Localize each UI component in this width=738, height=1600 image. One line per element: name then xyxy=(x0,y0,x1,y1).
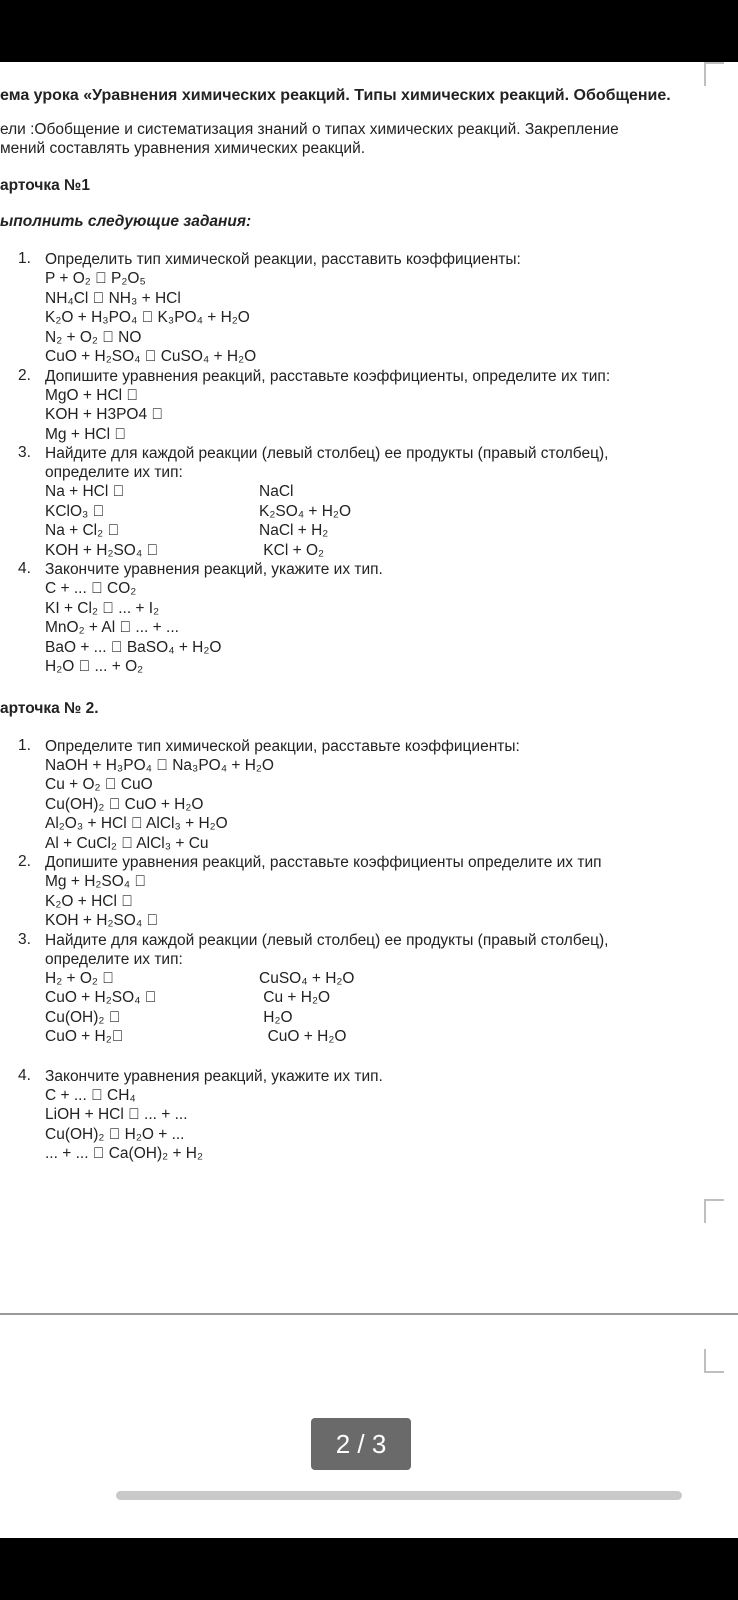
reactant-line: CuO + H₂⃞ xyxy=(45,1028,124,1045)
equation-line: Cu + O₂ ⃞ CuO xyxy=(45,776,153,793)
status-bar xyxy=(0,0,738,62)
lesson-goals xyxy=(0,120,730,158)
equation-line: K₂O + H₃PO₄ ⃞ K₃PO₄ + H₂O xyxy=(45,309,250,326)
equation-line: KOH + H₂SO₄ ⃞ xyxy=(45,912,159,929)
document-content xyxy=(0,86,730,1164)
task-number: 1. xyxy=(18,250,31,267)
reactant-line: KClO₃ ⃞ xyxy=(45,502,105,520)
product-line: KCl + O₂ xyxy=(259,541,325,559)
task-number: 2. xyxy=(18,853,31,870)
reactant-line: KOH + H₂SO₄ ⃞ xyxy=(45,541,159,559)
reactants-column xyxy=(45,482,259,560)
task-item xyxy=(0,250,730,367)
equation-line: N₂ + O₂ ⃞ NO xyxy=(45,328,142,346)
reactant-line: H₂ + O₂ ⃞ xyxy=(45,969,114,987)
page-corner-mark xyxy=(704,62,724,86)
product-line: NaCl xyxy=(259,483,294,500)
goal-line: мений составлять уравнения химических реакций. xyxy=(0,140,366,157)
reactant-line: Na + Cl₂ ⃞ xyxy=(45,522,120,539)
equation-line: CuO + H₂SO₄ ⃞ CuSO₄ + H₂O xyxy=(45,348,257,365)
equation-line: P + O₂ ⃞ P₂O₅ xyxy=(45,270,146,287)
product-line: CuSO₄ + H₂O xyxy=(259,969,355,987)
equation-line: BaO + ... ⃞ BaSO₄ + H₂O xyxy=(45,638,222,656)
task-item xyxy=(0,853,730,931)
product-line: K₂SO₄ + H₂O xyxy=(259,502,352,520)
task-item xyxy=(0,560,730,677)
matching-columns xyxy=(45,482,730,560)
page-corner-mark xyxy=(704,1349,724,1373)
equation-line: ... + ... ⃞ Ca(OH)₂ + H₂ xyxy=(45,1145,204,1162)
equation-line: NaOH + H₃PO₄ ⃞ Na₃PO₄ + H₂O xyxy=(45,756,274,774)
task-number: 1. xyxy=(18,736,31,754)
page-corner-mark xyxy=(704,1199,724,1223)
goal-line: ели :Обобщение и систематизация знаний о типах химических реакций. Закрепление xyxy=(0,121,619,138)
task-number: 2. xyxy=(18,366,31,384)
product-line: NaCl + H₂ xyxy=(259,522,329,539)
instruction: ыполнить следующие задания: xyxy=(0,213,252,230)
task-item xyxy=(0,931,730,1047)
reactant-line: Cu(OH)₂ ⃞ xyxy=(45,1008,121,1026)
reactants-column xyxy=(45,969,259,1047)
task-number: 4. xyxy=(18,1066,31,1084)
navigation-bar xyxy=(0,1538,738,1600)
task-text: Определить тип химической реакции, расставить коэффициенты: xyxy=(45,251,521,268)
equation-line: KI + Cl₂ ⃞ ... + I₂ xyxy=(45,599,160,617)
card1-task-list xyxy=(0,250,730,677)
equation-line: Al + CuCl₂ ⃞ AlCl₃ + Cu xyxy=(45,834,209,852)
task-number: 4. xyxy=(18,560,31,577)
equation-line: MnO₂ + Al ⃞ ... + ... xyxy=(45,619,179,636)
task-item xyxy=(0,444,730,560)
lesson-title: ема урока «Уравнения химических реакций. Типы химических реакций. Обобщение. xyxy=(0,87,671,104)
task-text: Допишите уравнения реакций, расставьте коэффициенты, определите их тип: xyxy=(45,367,611,385)
task-text: Допишите уравнения реакций, расставьте коэффициенты определите их тип xyxy=(45,854,602,871)
page-indicator: 2 / 3 xyxy=(311,1418,411,1470)
task-item xyxy=(0,737,730,854)
equation-line: NH₄Cl ⃞ NH₃ + HCl xyxy=(45,289,181,307)
page-separator xyxy=(0,1313,738,1315)
matching-columns xyxy=(45,969,730,1047)
task-text: Закончите уравнения реакций, укажите их тип. xyxy=(45,1067,383,1085)
equation-line: KOH + H3PO4 ⃞ xyxy=(45,406,164,423)
equation-line: Al₂O₃ + HCl ⃞ AlCl₃ + H₂O xyxy=(45,815,228,832)
task-number: 3. xyxy=(18,444,31,461)
product-line: Cu + H₂O xyxy=(259,989,331,1006)
task-item xyxy=(0,1067,730,1164)
task-text: определите их тип: xyxy=(45,950,183,968)
equation-line: Mg + HCl ⃞ xyxy=(45,425,126,443)
horizontal-scrollbar[interactable] xyxy=(116,1491,682,1500)
card2-heading: арточка № 2. xyxy=(0,699,99,717)
task-text: Закончите уравнения реакций, укажите их тип. xyxy=(45,561,383,578)
equation-line: Cu(OH)₂ ⃞ H₂O + ... xyxy=(45,1125,185,1143)
task-text: Найдите для каждой реакции (левый столбец) ее продукты (правый столбец), xyxy=(45,445,609,462)
equation-line: Mg + H₂SO₄ ⃞ xyxy=(45,873,147,890)
task-number: 3. xyxy=(18,930,31,948)
equation-line: K₂O + HCl ⃞ xyxy=(45,892,133,910)
reactant-line: Na + HCl ⃞ xyxy=(45,483,125,500)
equation-line: C + ... ⃞ CH₄ xyxy=(45,1086,136,1104)
equation-line: Cu(OH)₂ ⃞ CuO + H₂O xyxy=(45,795,204,813)
equation-line: MgO + HCl ⃞ xyxy=(45,386,139,404)
product-line: H₂O xyxy=(259,1008,293,1026)
card2-task-list xyxy=(0,737,730,1164)
task-item xyxy=(0,367,730,445)
equation-line: LiOH + HCl ⃞ ... + ... xyxy=(45,1106,188,1123)
card1-heading: арточка №1 xyxy=(0,177,90,194)
equation-line: C + ... ⃞ CO₂ xyxy=(45,580,137,597)
products-column xyxy=(259,482,351,560)
products-column xyxy=(259,969,354,1047)
reactant-line: CuO + H₂SO₄ ⃞ xyxy=(45,989,157,1006)
equation-line: H₂O ⃞ ... + O₂ xyxy=(45,658,144,675)
product-line: CuO + H₂O xyxy=(259,1028,347,1045)
task-text: Определите тип химической реакции, расставьте коэффициенты: xyxy=(45,737,520,755)
task-text: определите их тип: xyxy=(45,464,183,481)
task-text: Найдите для каждой реакции (левый столбец) ее продукты (правый столбец), xyxy=(45,931,609,949)
